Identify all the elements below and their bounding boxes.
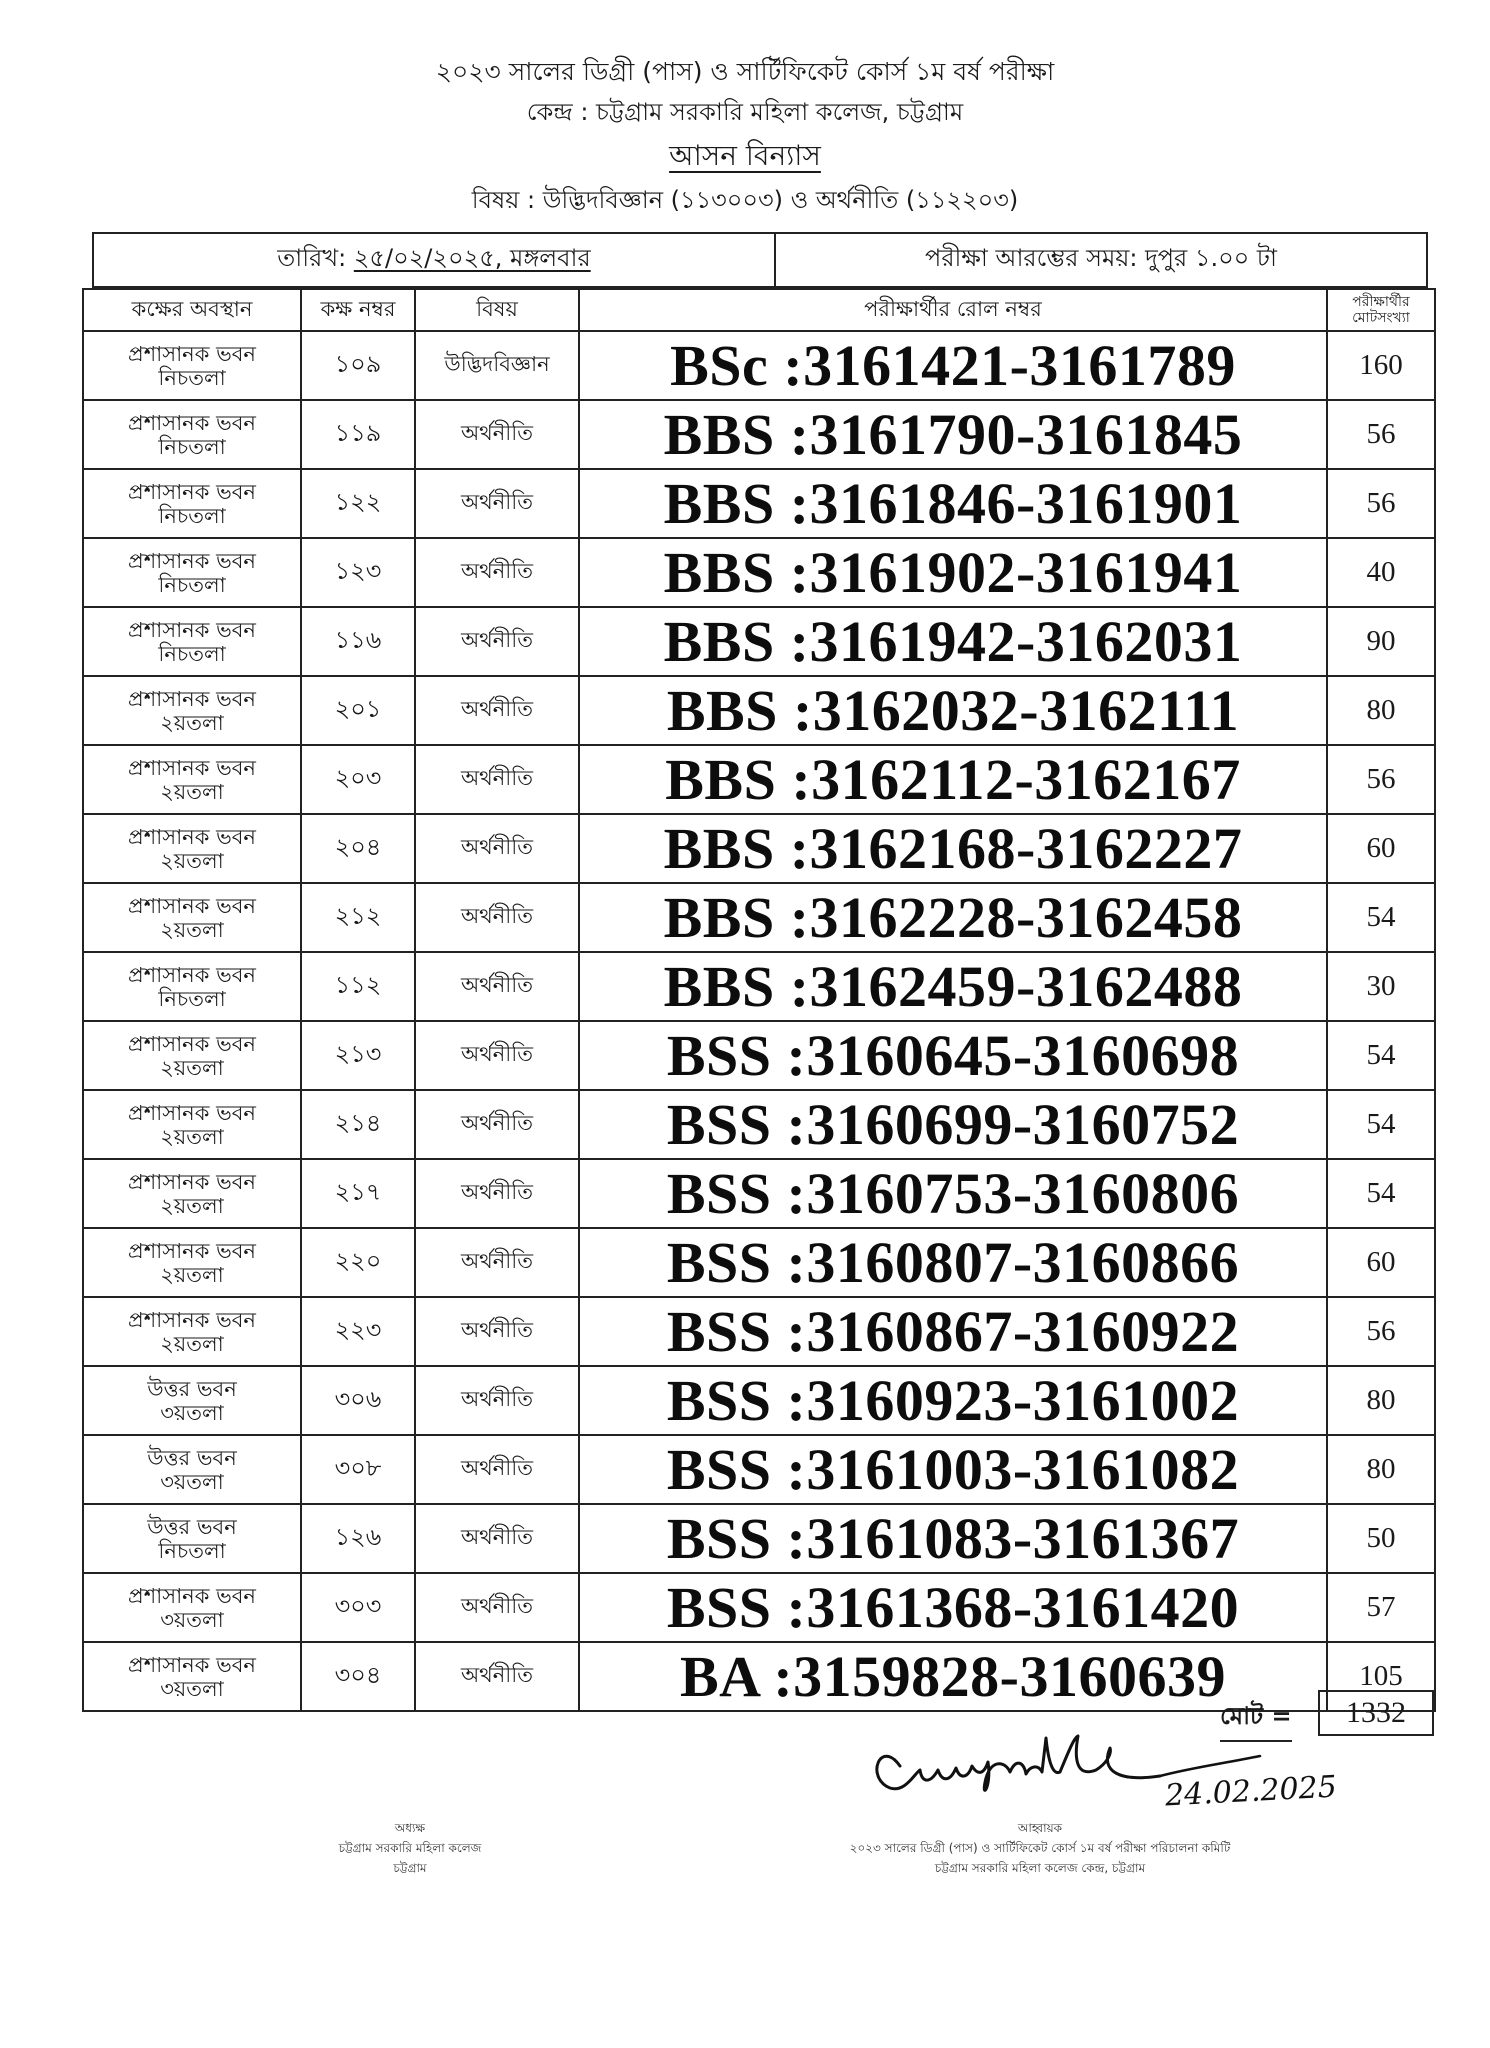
room-location <box>83 952 301 1021</box>
header-total-line1: পরীক্ষার্থীর <box>1352 294 1410 310</box>
subject-name: অর্থনীতি <box>415 1642 579 1711</box>
room-number: ১২৩ <box>301 538 415 607</box>
room-number: ৩০৪ <box>301 1642 415 1711</box>
room-location <box>83 469 301 538</box>
candidate-count: 40 <box>1327 538 1435 607</box>
time-value: দুপুর ১.০০ টা <box>1145 244 1277 272</box>
seating-table <box>82 288 1436 1712</box>
subject-name: অর্থনীতি <box>415 1504 579 1573</box>
room-number: ২১৪ <box>301 1090 415 1159</box>
candidate-count: 90 <box>1327 607 1435 676</box>
room-number: ৩০৬ <box>301 1366 415 1435</box>
candidate-count: 105 <box>1327 1642 1435 1711</box>
room-number: ২০৪ <box>301 814 415 883</box>
floor-name: ২য়তলা <box>160 1124 224 1149</box>
roll-range: BSS :3160923-3161002 <box>579 1366 1327 1435</box>
floor-name: নিচতলা <box>158 365 226 390</box>
room-location <box>83 745 301 814</box>
floor-name: ৩য়তলা <box>160 1676 224 1701</box>
table-row <box>83 1090 1435 1159</box>
table-row <box>83 331 1435 400</box>
room-number: ৩০৩ <box>301 1573 415 1642</box>
candidate-count: 54 <box>1327 1021 1435 1090</box>
table-row <box>83 952 1435 1021</box>
roll-range: BBS :3162459-3162488 <box>579 952 1327 1021</box>
grand-total-label: মোট = <box>1220 1698 1292 1742</box>
header-subject: বিষয় <box>415 289 579 331</box>
header-total <box>1327 289 1435 331</box>
principal-title: অধ্যক্ষ <box>394 1821 426 1835</box>
building-name: প্রশাসানক ভবন <box>128 824 256 849</box>
room-location <box>83 883 301 952</box>
convener-centre: চট্টগ্রাম সরকারি মহিলা কলেজ কেন্দ্র, চট্টগ্রাম <box>934 1861 1146 1875</box>
room-number: ১১২ <box>301 952 415 1021</box>
building-name: উত্তর ভবন <box>147 1376 237 1401</box>
room-number: ১০৯ <box>301 331 415 400</box>
principal-signature-block <box>290 1818 530 1878</box>
signature-date: 24.02.2025 <box>1164 1769 1338 1814</box>
room-number: ৩০৮ <box>301 1435 415 1504</box>
building-name: উত্তর ভবন <box>147 1445 237 1470</box>
subject-name: অর্থনীতি <box>415 883 579 952</box>
subject-name: অর্থনীতি <box>415 1366 579 1435</box>
exam-time-cell <box>776 234 1426 286</box>
floor-name: ৩য়তলা <box>160 1607 224 1632</box>
subject-name: অর্থনীতি <box>415 1435 579 1504</box>
candidate-count: 56 <box>1327 1297 1435 1366</box>
subject-name: অর্থনীতি <box>415 745 579 814</box>
room-number: ২০১ <box>301 676 415 745</box>
room-number: ২১২ <box>301 883 415 952</box>
roll-range: BBS :3162168-3162227 <box>579 814 1327 883</box>
candidate-count: 80 <box>1327 1366 1435 1435</box>
roll-range: BSS :3160867-3160922 <box>579 1297 1327 1366</box>
table-row <box>83 1021 1435 1090</box>
grand-total-value: 1332 <box>1318 1690 1434 1736</box>
room-location <box>83 1021 301 1090</box>
table-row <box>83 607 1435 676</box>
candidate-count: 54 <box>1327 1159 1435 1228</box>
table-row <box>83 469 1435 538</box>
subject-name: অর্থনীতি <box>415 1090 579 1159</box>
candidate-count: 30 <box>1327 952 1435 1021</box>
subject-name: অর্থনীতি <box>415 607 579 676</box>
floor-name: ২য়তলা <box>160 779 224 804</box>
room-number: ২১৭ <box>301 1159 415 1228</box>
header-total-line2: মোটসংখ্যা <box>1352 310 1410 326</box>
room-number: ১২৬ <box>301 1504 415 1573</box>
page-title-text: আসন বিন্যাস <box>669 139 821 172</box>
floor-name: ৩য়তলা <box>160 1469 224 1494</box>
room-number: ২১৩ <box>301 1021 415 1090</box>
roll-range: BBS :3162228-3162458 <box>579 883 1327 952</box>
subject-name: অর্থনীতি <box>415 400 579 469</box>
candidate-count: 56 <box>1327 400 1435 469</box>
subject-name: অর্থনীতি <box>415 1021 579 1090</box>
table-row <box>83 400 1435 469</box>
table-row <box>83 745 1435 814</box>
room-location <box>83 331 301 400</box>
page-title <box>0 134 1490 181</box>
roll-range: BSS :3160645-3160698 <box>579 1021 1327 1090</box>
exam-centre: কেন্দ্র : চট্টগ্রাম সরকারি মহিলা কলেজ, চট্টগ্রাম <box>526 98 964 126</box>
room-number: ২২৩ <box>301 1297 415 1366</box>
room-number: ১১৬ <box>301 607 415 676</box>
roll-range: BBS :3161790-3161845 <box>579 400 1327 469</box>
building-name: প্রশাসানক ভবন <box>128 1583 256 1608</box>
building-name: প্রশাসানক ভবন <box>128 479 256 504</box>
subject-name: অর্থনীতি <box>415 469 579 538</box>
floor-name: নিচতলা <box>158 986 226 1011</box>
floor-name: নিচতলা <box>158 503 226 528</box>
date-label: তারিখ: <box>277 244 347 272</box>
principal-city: চট্টগ্রাম <box>393 1861 427 1875</box>
floor-name: ২য়তলা <box>160 710 224 735</box>
table-row <box>83 883 1435 952</box>
building-name: উত্তর ভবন <box>147 1514 237 1539</box>
room-location <box>83 1573 301 1642</box>
table-row <box>83 676 1435 745</box>
roll-range: BSS :3160753-3160806 <box>579 1159 1327 1228</box>
subject-name: উদ্ভিদবিজ্ঞান <box>415 331 579 400</box>
room-location <box>83 814 301 883</box>
subject-name: অর্থনীতি <box>415 1297 579 1366</box>
subject-name: অর্থনীতি <box>415 952 579 1021</box>
candidate-count: 60 <box>1327 814 1435 883</box>
floor-name: নিচতলা <box>158 572 226 597</box>
subject-name: অর্থনীতি <box>415 1159 579 1228</box>
room-number: ২০৩ <box>301 745 415 814</box>
room-location <box>83 538 301 607</box>
room-location <box>83 1159 301 1228</box>
roll-range: BA :3159828-3160639 <box>579 1642 1327 1711</box>
building-name: প্রশাসানক ভবন <box>128 1031 256 1056</box>
building-name: প্রশাসানক ভবন <box>128 1652 256 1677</box>
table-row <box>83 538 1435 607</box>
seating-table-body <box>83 331 1435 1711</box>
room-location <box>83 607 301 676</box>
candidate-count: 56 <box>1327 469 1435 538</box>
subject-name: অর্থনীতি <box>415 1228 579 1297</box>
header-location: কক্ষের অবস্থান <box>83 289 301 331</box>
room-location <box>83 1090 301 1159</box>
subject-name: অর্থনীতি <box>415 538 579 607</box>
candidate-count: 54 <box>1327 1090 1435 1159</box>
roll-range: BSc :3161421-3161789 <box>579 331 1327 400</box>
room-location <box>83 1642 301 1711</box>
candidate-count: 160 <box>1327 331 1435 400</box>
table-row <box>83 1228 1435 1297</box>
building-name: প্রশাসানক ভবন <box>128 617 256 642</box>
floor-name: নিচতলা <box>158 641 226 666</box>
subject-name: অর্থনীতি <box>415 814 579 883</box>
floor-name: ২য়তলা <box>160 1331 224 1356</box>
subject-line: বিষয় : উদ্ভিদবিজ্ঞান (১১৩০০৩) ও অর্থনীতি (১১২২০৩) <box>471 186 1019 214</box>
floor-name: ২য়তলা <box>160 1055 224 1080</box>
roll-range: BBS :3162032-3162111 <box>579 676 1327 745</box>
room-location <box>83 1435 301 1504</box>
room-location <box>83 676 301 745</box>
roll-range: BSS :3160807-3160866 <box>579 1228 1327 1297</box>
building-name: প্রশাসানক ভবন <box>128 1307 256 1332</box>
roll-range: BSS :3161083-3161367 <box>579 1504 1327 1573</box>
building-name: প্রশাসানক ভবন <box>128 686 256 711</box>
building-name: প্রশাসানক ভবন <box>128 548 256 573</box>
floor-name: ২য়তলা <box>160 848 224 873</box>
building-name: প্রশাসানক ভবন <box>128 1169 256 1194</box>
candidate-count: 57 <box>1327 1573 1435 1642</box>
table-row <box>83 1435 1435 1504</box>
table-row <box>83 1504 1435 1573</box>
building-name: প্রশাসানক ভবন <box>128 341 256 366</box>
date-value: ২৫/০২/২০২৫, মঙ্গলবার <box>353 244 591 272</box>
time-label: পরীক্ষা আরম্ভের সময়: <box>925 244 1138 272</box>
room-location <box>83 400 301 469</box>
header-room: কক্ষ নম্বর <box>301 289 415 331</box>
header-roll: পরীক্ষার্থীর রোল নম্বর <box>579 289 1327 331</box>
room-number: ১২২ <box>301 469 415 538</box>
building-name: প্রশাসানক ভবন <box>128 1238 256 1263</box>
building-name: প্রশাসানক ভবন <box>128 755 256 780</box>
convener-title: আহ্বায়ক <box>1017 1821 1063 1835</box>
table-row <box>83 1573 1435 1642</box>
building-name: প্রশাসানক ভবন <box>128 893 256 918</box>
room-location <box>83 1297 301 1366</box>
floor-name: ৩য়তলা <box>160 1400 224 1425</box>
exam-date-cell <box>94 234 776 286</box>
candidate-count: 56 <box>1327 745 1435 814</box>
room-number: ২২০ <box>301 1228 415 1297</box>
date-time-bar <box>92 232 1428 288</box>
candidate-count: 80 <box>1327 676 1435 745</box>
table-row <box>83 814 1435 883</box>
room-location <box>83 1228 301 1297</box>
table-header-row <box>83 289 1435 331</box>
floor-name: ২য়তলা <box>160 917 224 942</box>
candidate-count: 80 <box>1327 1435 1435 1504</box>
exam-title: ২০২৩ সালের ডিগ্রী (পাস) ও সার্টিফিকেট কোর্স ১ম বর্ষ পরীক্ষা <box>435 57 1055 86</box>
roll-range: BSS :3160699-3160752 <box>579 1090 1327 1159</box>
table-row <box>83 1366 1435 1435</box>
floor-name: ২য়তলা <box>160 1262 224 1287</box>
floor-name: ২য়তলা <box>160 1193 224 1218</box>
roll-range: BBS :3161942-3162031 <box>579 607 1327 676</box>
table-row <box>83 1159 1435 1228</box>
candidate-count: 50 <box>1327 1504 1435 1573</box>
subject-name: অর্থনীতি <box>415 676 579 745</box>
room-location <box>83 1366 301 1435</box>
roll-range: BSS :3161368-3161420 <box>579 1573 1327 1642</box>
convener-signature-block <box>780 1818 1300 1878</box>
subject-name: অর্থনীতি <box>415 1573 579 1642</box>
principal-college: চট্টগ্রাম সরকারি মহিলা কলেজ <box>338 1841 482 1855</box>
roll-range: BBS :3162112-3162167 <box>579 745 1327 814</box>
floor-name: নিচতলা <box>158 434 226 459</box>
room-number: ১১৯ <box>301 400 415 469</box>
building-name: প্রশাসানক ভবন <box>128 1100 256 1125</box>
floor-name: নিচতলা <box>158 1538 226 1563</box>
roll-range: BSS :3161003-3161082 <box>579 1435 1327 1504</box>
convener-committee: ২০২৩ সালের ডিগ্রী (পাস) ও সার্টিফিকেট কোর্স ১ম বর্ষ পরীক্ষা পরিচালনা কমিটি <box>849 1841 1231 1855</box>
table-row <box>83 1297 1435 1366</box>
room-location <box>83 1504 301 1573</box>
building-name: প্রশাসানক ভবন <box>128 962 256 987</box>
building-name: প্রশাসানক ভবন <box>128 410 256 435</box>
candidate-count: 60 <box>1327 1228 1435 1297</box>
candidate-count: 54 <box>1327 883 1435 952</box>
roll-range: BBS :3161846-3161901 <box>579 469 1327 538</box>
roll-range: BBS :3161902-3161941 <box>579 538 1327 607</box>
